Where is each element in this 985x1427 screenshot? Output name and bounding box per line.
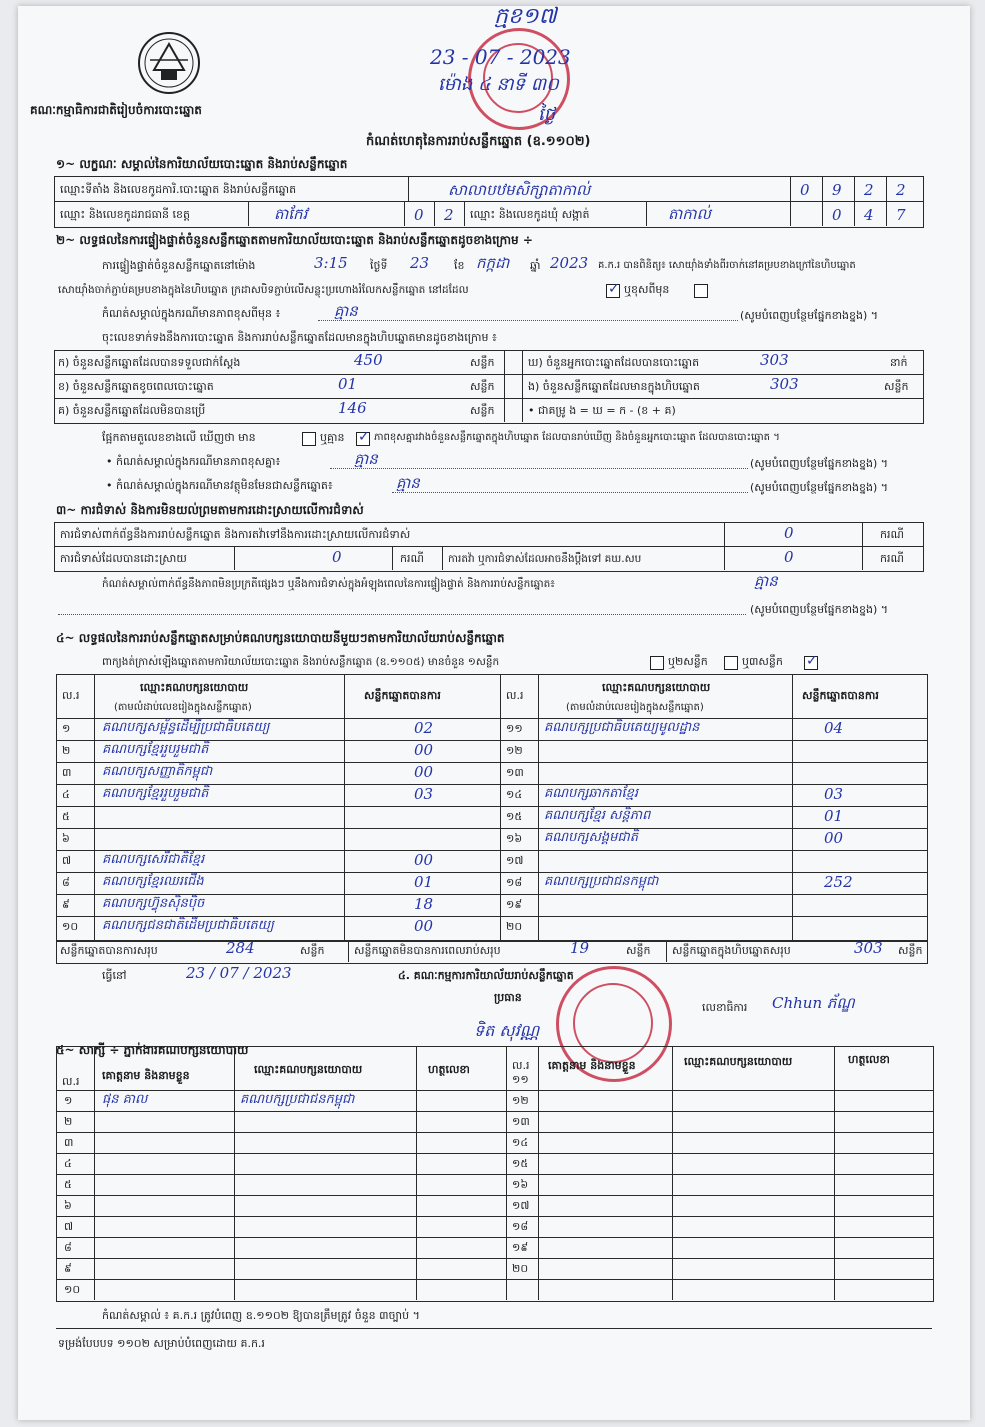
witness-no-right: ២០ xyxy=(512,1262,529,1275)
counts-intro: ចុះលេខទាក់ទងនឹងការបោះឆ្នោត និងការរាប់សន្លឹកឆ្នោតដែលមានក្នុងហិបឆ្នោតមានដូចខាងក្រោម ៖ xyxy=(102,331,497,344)
one-sheet-checkbox[interactable] xyxy=(650,656,664,670)
objection-r2-unit: ករណី xyxy=(400,552,424,565)
objection-r3-value: 0 xyxy=(784,548,794,566)
count-c-label: គ) ចំនួនសន្លឹកឆ្នោតដែលមិនបានប្រើ xyxy=(58,404,206,417)
count-a-label: ក) ចំនួនសន្លឹកឆ្នោតដែលបានទទួលជាក់ស្តែង xyxy=(58,356,241,369)
row-votes-right: 252 xyxy=(824,873,853,891)
row-no-right: ១១ xyxy=(506,722,523,735)
col-no-left: ល.រ xyxy=(62,689,80,702)
section3-note: កំណត់សម្គាល់ពាក់ព័ន្ធនឹងភាពមិនប្រក្រតីផ្សេងៗ ឬនឹងការជំទាស់ក្នុងអំឡុងពេលនៃការផ្ទៀងផ្ទាត់ និងការរាប់សន្លឹកឆ្នោត៖ xyxy=(102,578,555,590)
compare-text-b: ឬគ្មាន xyxy=(320,431,345,444)
col-no-right: ល.រ xyxy=(506,689,524,702)
witness-no-left: ៥ xyxy=(64,1178,72,1191)
fill-hint-2: (សូមបំពេញបន្ថែមផ្នែកខាងខ្នង) ។ xyxy=(750,457,889,470)
col-votes-right: សន្លឹកឆ្នោតបានការ xyxy=(802,689,879,702)
diff-note-value: គ្មាន xyxy=(354,450,378,468)
unchanged-checkbox[interactable]: ✓ xyxy=(608,281,620,297)
secretary-label: លេខាធិការ xyxy=(702,1001,748,1014)
authority-name: គណៈកម្មាធិការជាតិរៀបចំការបោះឆ្នោត xyxy=(30,103,202,117)
form-footer: ទម្រង់បែបបទ ១១០២ សម្រាប់បំពេញដោយ គ.ក.រ xyxy=(58,1337,265,1350)
objection-r2-value: 0 xyxy=(332,548,342,566)
row-votes-left: 18 xyxy=(414,895,434,913)
diff-note-label: • កំណត់សម្គាល់ក្នុងករណីមានភាពខុសគ្នា៖ xyxy=(106,455,281,468)
objection-r3-unit: ករណី xyxy=(880,552,904,565)
station-code-4: 2 xyxy=(896,181,906,199)
witness-no-left: ៧ xyxy=(64,1220,74,1233)
formula: • ជាគម្រូ ង = ឃ = ក - (ខ + គ) xyxy=(528,404,676,417)
objection-r2-label: ការជំទាស់ដែលបានដោះស្រាយ xyxy=(60,552,187,565)
row-party-right: គណបក្សខ្មែរ សន្តិភាព xyxy=(544,808,651,823)
witness-no-left: ៨ xyxy=(64,1241,72,1254)
count-d-label: ឃ) ចំនួនអ្នកបោះឆ្នោតដែលបានបោះឆ្នោត xyxy=(528,356,700,369)
fill-hint-3: (សូមបំពេញបន្ថែមផ្នែកខាងខ្នង) ។ xyxy=(750,481,889,494)
row-no-right: ១២ xyxy=(506,744,523,757)
row-no-right: ១៦ xyxy=(506,832,523,845)
witness-row-divider xyxy=(56,1279,934,1280)
witness-row-divider xyxy=(56,1132,934,1133)
row-votes-left: 03 xyxy=(414,785,434,803)
objection-r3-label: ការតវ៉ា ឬការជំទាស់ដែលអាចនឹងប្តឹងទៅ គឃ.សប xyxy=(448,553,642,565)
verify-text-a: ការផ្ទៀងផ្ទាត់ចំនួនសន្លឹកឆ្នោតនៅម៉ោង xyxy=(102,259,256,272)
fill-hint-4: (សូមបំពេញបន្ថែមផ្នែកខាងខ្នង) ។ xyxy=(750,603,889,616)
witness-row-divider xyxy=(56,1258,934,1259)
footnote: កំណត់សម្គាល់ ៖ គ.ក.រ ត្រូវបំពេញ ឧ.១១០២ ឱ្យបានត្រឹមត្រូវ ចំនួន ៣ច្បាប់ ។ xyxy=(102,1309,420,1322)
verify-time: 3:15 xyxy=(314,254,348,272)
change-note-value: គ្មាន xyxy=(334,302,358,320)
count-b-label: ខ) ចំនួនសន្លឹកឆ្នោតខូចពេលបោះឆ្នោត xyxy=(58,380,214,393)
col-party-sub-right: (តាមលំដាប់លេខរៀងក្នុងសន្លឹកឆ្នោត) xyxy=(566,702,704,713)
row-no-left: ៩ xyxy=(62,898,70,911)
section4-heading: ៤~ លទ្ធផលនៃការរាប់សន្លឹកឆ្នោតសម្រាប់គណបក្សនយោបាយនីមួយៗតាមការិយាល័យរាប់សន្លឹកឆ្នោត xyxy=(56,631,505,645)
row-divider xyxy=(56,828,928,829)
row-votes-left: 00 xyxy=(414,851,434,869)
commune-label: ឈ្មោះ និងលេខកូដឃុំ សង្កាត់ xyxy=(470,208,590,221)
changed-checkbox[interactable] xyxy=(694,284,708,298)
row-no-right: ១៧ xyxy=(506,854,524,867)
total-valid-value: 284 xyxy=(226,939,255,957)
chair-label: ប្រធាន xyxy=(494,991,522,1004)
verify-text-e: គ.ក.រ បានពិនិត្យ៖ សោយ៉ាំងទាំងពីរចាក់នៅគម្របខាងក្រៅនៃហិបឆ្នោត xyxy=(598,260,856,271)
count-d-value: 303 xyxy=(760,351,789,369)
witness-no-right: ១៨ xyxy=(512,1220,529,1233)
witness-row-divider xyxy=(56,1195,934,1196)
count-b-value: 01 xyxy=(338,375,358,393)
row-votes-left: 00 xyxy=(414,741,434,759)
change-note-label: កំណត់សម្គាល់ក្នុងករណីមានភាពខុសពីមុន ៖ xyxy=(102,307,281,320)
verify-year: 2023 xyxy=(550,254,589,272)
objection-r1-unit: ករណី xyxy=(880,528,904,541)
witness-row-divider xyxy=(56,1153,934,1154)
row-no-left: ៤ xyxy=(62,788,70,801)
witness-no-right: ១២ xyxy=(512,1094,529,1107)
row-no-left: ២ xyxy=(62,744,71,757)
compare-text-a: ផ្អែកតាមតួលេខខាងលើ ឃើញថា មាន xyxy=(102,431,256,444)
total-invalid-label: សន្លឹកឆ្នោតមិនបានការពេលរាប់សរុប xyxy=(354,944,501,957)
document-title: កំណត់ហេតុនៃការរាប់សន្លឹកឆ្នោត (ឧ.១១០២) xyxy=(366,134,591,149)
row-no-right: ២០ xyxy=(506,920,523,933)
witness-row-divider xyxy=(56,1174,934,1175)
row-no-right: ១៤ xyxy=(506,788,523,801)
disc-note-label: • កំណត់សម្គាល់ក្នុងករណីមានវត្ថុមិនមែនជាសន្លឹកឆ្នោត៖ xyxy=(106,479,333,492)
count-c-value: 146 xyxy=(338,399,367,417)
station-label: ឈ្មោះទីតាំង និងលេខកូដការិ.បោះឆ្នោត និងរាប់សន្លឹកឆ្នោត xyxy=(60,183,297,196)
witness-no-left: ៣ xyxy=(64,1136,74,1149)
witness-no-right: ១៦ xyxy=(512,1178,529,1191)
row-divider xyxy=(56,806,928,807)
count-d-unit: នាក់ xyxy=(890,356,908,369)
witness-no-right: ១៧ xyxy=(512,1199,530,1212)
count-e-label: ង) ចំនួនសន្លឹកឆ្នោតដែលមានក្នុងហិបឆ្នោត xyxy=(528,380,700,393)
commune-code-3: 7 xyxy=(896,206,906,224)
row-votes-right: 04 xyxy=(824,719,844,737)
verify-day: 23 xyxy=(410,254,430,272)
objection-r1-value: 0 xyxy=(784,524,794,542)
witness-no-right: ១១ xyxy=(512,1073,529,1086)
row-party-left: គណបក្សសេរីជាតិខ្មែរ xyxy=(102,852,205,867)
count-b-unit: សន្លឹក xyxy=(470,380,495,393)
row-party-right: គណបក្សឆាកតាខ្មែរ xyxy=(544,786,639,801)
row-no-left: ៣ xyxy=(62,766,72,779)
row-party-left: គណបក្សហ៊្វុនស៊ិនប៉ិច xyxy=(102,896,205,911)
witness-row-divider xyxy=(56,1216,934,1217)
total-valid-label: សន្លឹកឆ្នោតបានការសរុប xyxy=(60,944,158,957)
total-invalid-value: 19 xyxy=(570,939,590,957)
count-a-value: 450 xyxy=(354,351,383,369)
row-party-right: គណបក្សប្រជាជនកម្ពុជា xyxy=(544,874,659,889)
witness-col-name-left: គោត្តនាម និងនាមខ្លួន xyxy=(102,1069,190,1082)
section3-note-value: គ្មាន xyxy=(754,572,778,590)
row-votes-left: 00 xyxy=(414,917,434,935)
witness-col-party-right: ឈ្មោះគណបក្សនយោបាយ xyxy=(684,1055,793,1068)
verify-text-b: ថ្ងៃទី xyxy=(370,259,388,272)
witness-row-divider xyxy=(56,1237,934,1238)
row-no-right: ១៣ xyxy=(506,766,524,779)
witness-col-sign-right: ហត្ថលេខា xyxy=(848,1053,890,1066)
row-votes-right: 01 xyxy=(824,807,844,825)
row-party-left: គណបក្សខ្មែរឈរជើង xyxy=(102,874,204,889)
row-party-left: គណបក្សសម្ព័ន្ធដើម្បីប្រជាធិបតេយ្យ xyxy=(102,720,270,735)
row-no-right: ១៨ xyxy=(506,876,523,889)
witness-col-no-right: ល.រ xyxy=(512,1059,530,1072)
three-sheet-label: ឬ៣សន្លឹក xyxy=(742,655,783,668)
total-box-value: 303 xyxy=(854,939,883,957)
compare-text-c: ភាពខុសគ្នារវាងចំនួនសន្លឹកឆ្នោតក្នុងហិបឆ្នោត ដែលបានរាប់ឃើញ និងចំនួនអ្នកបោះឆ្នោត ដែលបានបោះឆ្នោត ។ xyxy=(374,432,780,443)
total-valid-unit: សន្លឹក xyxy=(300,944,325,957)
total-box-label: សន្លឹកឆ្នោតក្នុងហិបឆ្នោតសរុប xyxy=(672,944,791,957)
total-box-unit: សន្លឹក xyxy=(898,944,923,957)
witness-col-no-left: ល.រ xyxy=(62,1075,80,1088)
done-date: 23 / 07 / 2023 xyxy=(186,964,292,982)
commune-code-1: 0 xyxy=(832,206,842,224)
witness-no-left: ២ xyxy=(64,1115,73,1128)
commune-code-2: 4 xyxy=(864,206,874,224)
section3-heading: ៣~ ការជំទាស់ និងការមិនយល់ព្រមតាមការដោះស្រាយលើការជំទាស់ xyxy=(56,503,364,517)
nec-logo xyxy=(136,30,202,96)
province-label: ឈ្មោះ និងលេខកូដរាជធានី ខេត្ត xyxy=(60,208,190,221)
witness-col-sign-left: ហត្ថលេខា xyxy=(428,1063,470,1076)
row-no-left: ៦ xyxy=(62,832,70,845)
col-party-right: ឈ្មោះគណបក្សនយោបាយ xyxy=(602,681,711,694)
row-votes-left: 00 xyxy=(414,763,434,781)
station-code-3: 2 xyxy=(864,181,874,199)
document-sheet xyxy=(18,6,970,1420)
row-party-right: គណបក្សសង្គមជាតិ xyxy=(544,830,639,845)
count-c-unit: សន្លឹក xyxy=(470,404,495,417)
section2-heading: ២~ លទ្ធផលនៃការផ្ទៀងផ្ទាត់ចំនួនសន្លឹកឆ្នោតតាមការិយាល័យបោះឆ្នោត និងរាប់សន្លឹកឆ្នោតដូចខាងក្រោម ÷ xyxy=(56,233,533,247)
total-invalid-unit: សន្លឹក xyxy=(626,944,651,957)
committee-label: ៤. គណៈកម្មការការិយាល័យរាប់សន្លឹកឆ្នោត xyxy=(398,969,574,982)
witness-party-left: គណបក្សប្រជាជនកម្ពុជា xyxy=(240,1092,355,1107)
row-party-left: គណបក្សសញ្ញាតិកម្ពុជា xyxy=(102,764,213,779)
row-no-right: ១៩ xyxy=(506,898,523,911)
station-code-1: 0 xyxy=(800,181,810,199)
objection-r1-label: ការជំទាស់ពាក់ព័ន្ធនឹងការរាប់សន្លឹកឆ្នោត និងការតវ៉ាទៅនឹងការដោះស្រាយលើការជំទាស់ xyxy=(60,528,411,541)
witness-no-left: ១ xyxy=(64,1094,73,1107)
witness-no-right: ១៩ xyxy=(512,1241,529,1254)
witness-no-right: ១៥ xyxy=(512,1157,529,1170)
commune-value: តាកាល់ xyxy=(668,205,711,223)
receipt-time: ម៉ោង ៤ នាទី ៣០ xyxy=(438,74,559,95)
witness-no-left: ១០ xyxy=(64,1283,81,1296)
disc-note-value: គ្មាន xyxy=(396,474,420,492)
row-no-left: ៥ xyxy=(62,810,70,823)
ref-number: ក្មខ១៧ xyxy=(494,4,557,29)
row-no-left: ១០ xyxy=(62,920,79,933)
row-party-left: គណបក្សខ្មែររួបរួមជាតិ xyxy=(102,742,209,757)
row-votes-left: 02 xyxy=(414,719,434,737)
count-e-value: 303 xyxy=(770,375,799,393)
verify-text-c: ខែ xyxy=(454,259,465,272)
receipt-sign: ថ្ងៃ xyxy=(538,104,556,125)
row-party-left: គណបក្សខ្មែររួបរួមជាតិ xyxy=(102,786,209,801)
row-votes-right: 00 xyxy=(824,829,844,847)
two-sheet-checkbox[interactable] xyxy=(724,656,738,670)
witness-no-left: ៤ xyxy=(64,1157,72,1170)
province-code-2: 2 xyxy=(444,206,454,224)
col-party-left: ឈ្មោះគណបក្សនយោបាយ xyxy=(140,681,249,694)
station-code-2: 9 xyxy=(832,181,842,199)
col-party-sub-left: (តាមលំដាប់លេខរៀងក្នុងសន្លឹកឆ្នោត) xyxy=(114,702,252,713)
changed-label: ឬខុសពីមុន xyxy=(624,283,670,296)
witness-no-right: ១៤ xyxy=(512,1136,529,1149)
row-no-left: ១ xyxy=(62,722,71,735)
no-diff-checkbox[interactable]: ✓ xyxy=(358,429,370,445)
done-label: ធ្វើនៅ xyxy=(102,969,127,982)
section1-heading: ១~ លក្ខណៈ សម្គាល់នៃការិយាល័យបោះឆ្នោត និងរាប់សន្លឹកឆ្នោត xyxy=(56,157,348,171)
row-no-left: ៨ xyxy=(62,876,70,889)
province-value: តាកែវ xyxy=(274,205,308,223)
row-votes-left: 01 xyxy=(414,873,434,891)
witness-no-left: ៩ xyxy=(64,1262,72,1275)
count-a-unit: សន្លឹក xyxy=(470,356,495,369)
witness-row-divider xyxy=(56,1111,934,1112)
witness-row-divider xyxy=(56,1090,934,1091)
verify-month: កក្កដា xyxy=(476,254,510,272)
section5-heading: ៥~ សាក្សី ÷ ភ្នាក់ងារគណបក្សនយោបាយ xyxy=(56,1043,249,1057)
verify-text-2: សោយ៉ាំងចាក់ភ្ជាប់គម្របខាងក្នុងនៃហិបឆ្នោត ក្រដាសបិទភ្ជាប់លើសន្លុះប្រហោងរំលែកសន្លឹកឆ្នោត នៅដដែល xyxy=(58,284,469,296)
row-party-right: គណបក្សប្រជាធិបតេយ្យមូលដ្ឋាន xyxy=(544,720,700,735)
secretary-signature: Chhun ភ័ណ្ឌ xyxy=(772,994,855,1012)
receipt-date: 23 - 07 - 2023 xyxy=(430,45,571,69)
station-value: សាលាបឋមសិក្សាតាកាល់ xyxy=(448,181,591,199)
witness-no-right: ១៣ xyxy=(512,1115,530,1128)
fill-hint-1: (សូមបំពេញបន្ថែមផ្នែកខាងខ្នង) ។ xyxy=(740,309,879,322)
witness-no-left: ៦ xyxy=(64,1199,72,1212)
province-code-1: 0 xyxy=(414,206,424,224)
witness-col-party-left: ឈ្មោះគណបក្សនយោបាយ xyxy=(254,1063,363,1076)
row-votes-right: 03 xyxy=(824,785,844,803)
two-sheet-label: ឬ២សន្លឹក xyxy=(668,655,708,668)
verify-text-d: ឆ្នាំ xyxy=(530,259,541,272)
has-diff-checkbox[interactable] xyxy=(302,432,316,446)
row-party-left: គណបក្សជនជាតិដើមប្រជាធិបតេយ្យ xyxy=(102,918,274,933)
witness-name-left: ផុន គាល xyxy=(102,1092,148,1107)
col-votes-left: សន្លឹកឆ្នោតបានការ xyxy=(364,689,441,702)
row-no-right: ១៥ xyxy=(506,810,523,823)
witness-col-name-right: គោត្តនាម និងនាមខ្លួន xyxy=(548,1059,636,1072)
section4-sub: ពាក្យងត់ក្រាស់ឡើងឆ្នោតតាមការិយាល័យបោះឆ្នោត និងរាប់សន្លឹកឆ្នោត (ឧ.១១០៥) មានចំនួន ១សន្លឹក xyxy=(102,656,500,668)
count-e-unit: សន្លឹក xyxy=(884,380,909,393)
row-no-left: ៧ xyxy=(62,854,72,867)
three-sheet-checkbox[interactable]: ✓ xyxy=(806,653,818,669)
chair-signature: ទិត សុវណ្ណ xyxy=(474,1021,540,1040)
